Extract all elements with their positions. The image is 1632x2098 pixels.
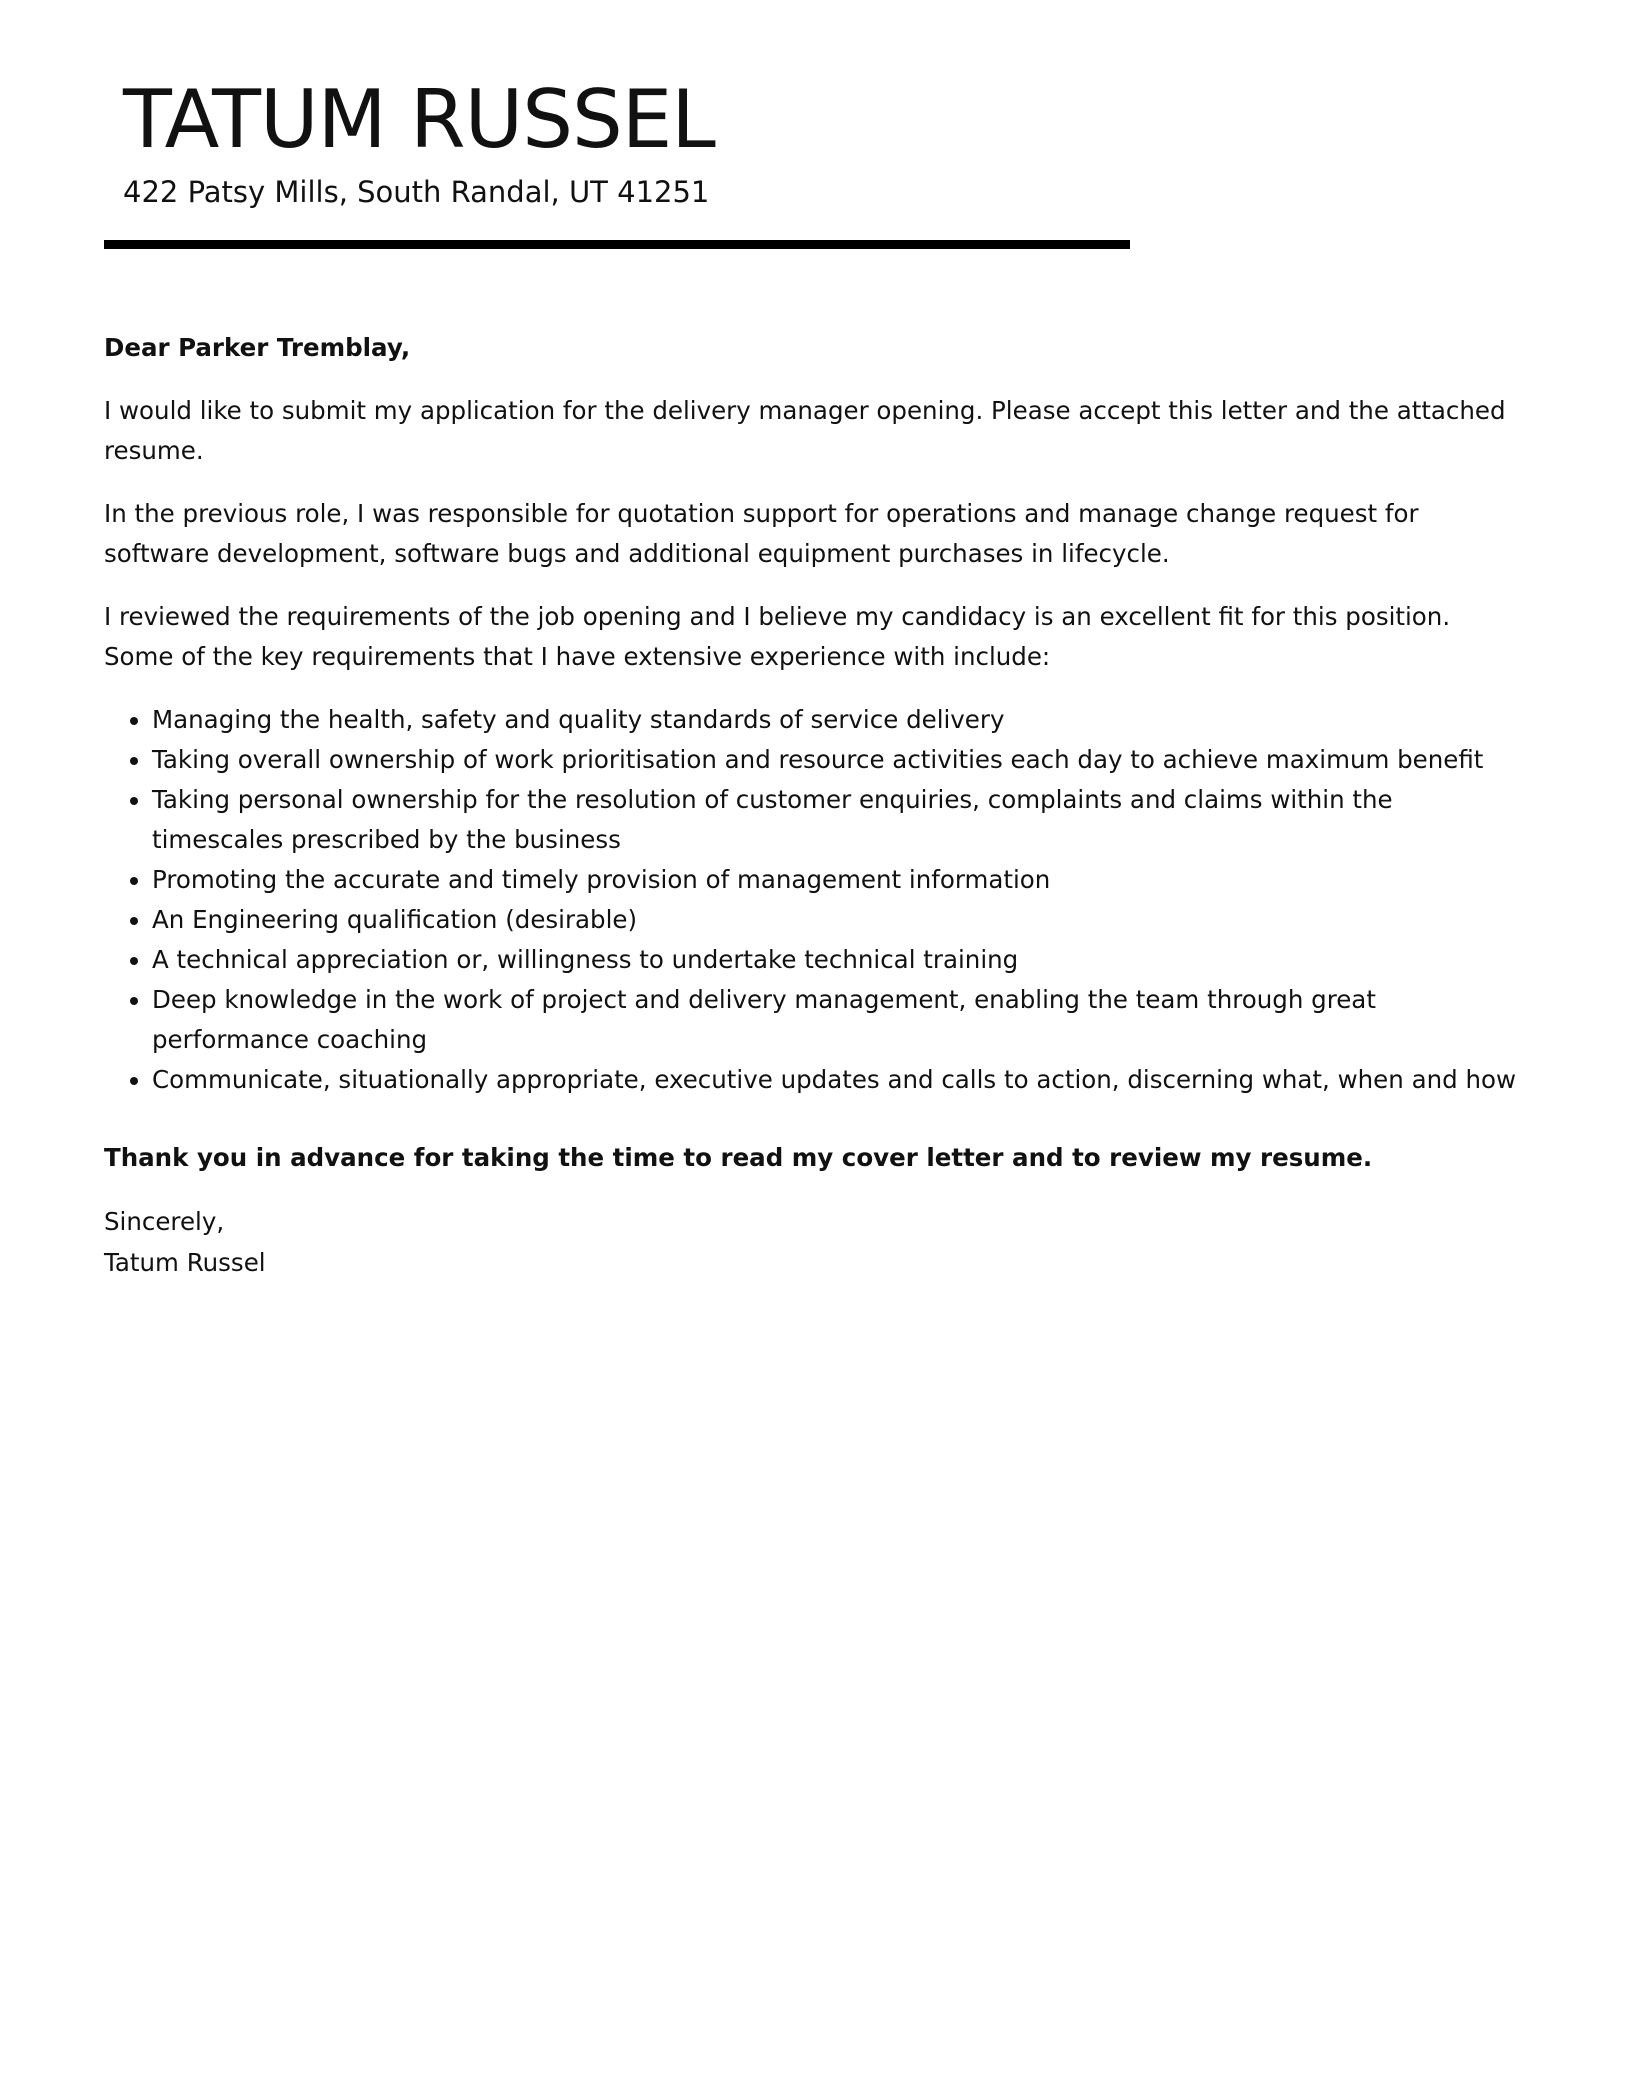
applicant-address: 422 Patsy Mills, South Randal, UT 41251 — [123, 175, 710, 209]
applicant-name: TATUM RUSSEL — [123, 73, 715, 166]
requirement-item: • Deep knowledge in the work of project and delivery management, enabling the team through great performance coaching — [152, 980, 1524, 1060]
requirement-item: • A technical appreciation or, willingness to undertake technical training — [152, 940, 1524, 980]
paragraph-requirements-intro: I reviewed the requirements of the job opening and I believe my candidacy is an excellent fit for this position. Some of the key requirements that I have extensive experience with include: — [104, 602, 1451, 671]
requirement-item: • An Engineering qualification (desirable) — [152, 900, 1524, 940]
requirement-item: • Taking overall ownership of work prioritisation and resource activities each day to achieve maximum benefit — [152, 740, 1524, 780]
letter-header — [123, 70, 715, 212]
requirement-item: • Promoting the accurate and timely provision of management information — [152, 860, 1524, 900]
thank-you-line: Thank you in advance for taking the time to read my cover letter and to review my resume. — [104, 1143, 1373, 1172]
salutation: Dear Parker Tremblay, — [104, 333, 411, 362]
requirement-item: • Managing the health, safety and quality standards of service delivery — [152, 700, 1524, 740]
requirement-item: • Taking personal ownership for the resolution of customer enquiries, complaints and claims within the timescales prescribed by the business — [152, 780, 1524, 860]
closing-block — [104, 1201, 1524, 1283]
paragraph-previous-role: In the previous role, I was responsible for quotation support for operations and manage change request for software development, software bugs and additional equipment purchases in lifecycle. — [104, 499, 1419, 568]
signature-name: Tatum Russel — [104, 1248, 266, 1277]
header-divider — [104, 240, 1130, 249]
letter-body — [104, 328, 1524, 1283]
requirement-item: • Communicate, situationally appropriate, executive updates and calls to action, discerning what, when and how — [152, 1060, 1524, 1100]
closing-phrase: Sincerely, — [104, 1207, 225, 1236]
paragraph-intro: I would like to submit my application for the delivery manager opening. Please accept this letter and the attached resume. — [104, 396, 1506, 465]
requirements-list — [104, 700, 1524, 1100]
